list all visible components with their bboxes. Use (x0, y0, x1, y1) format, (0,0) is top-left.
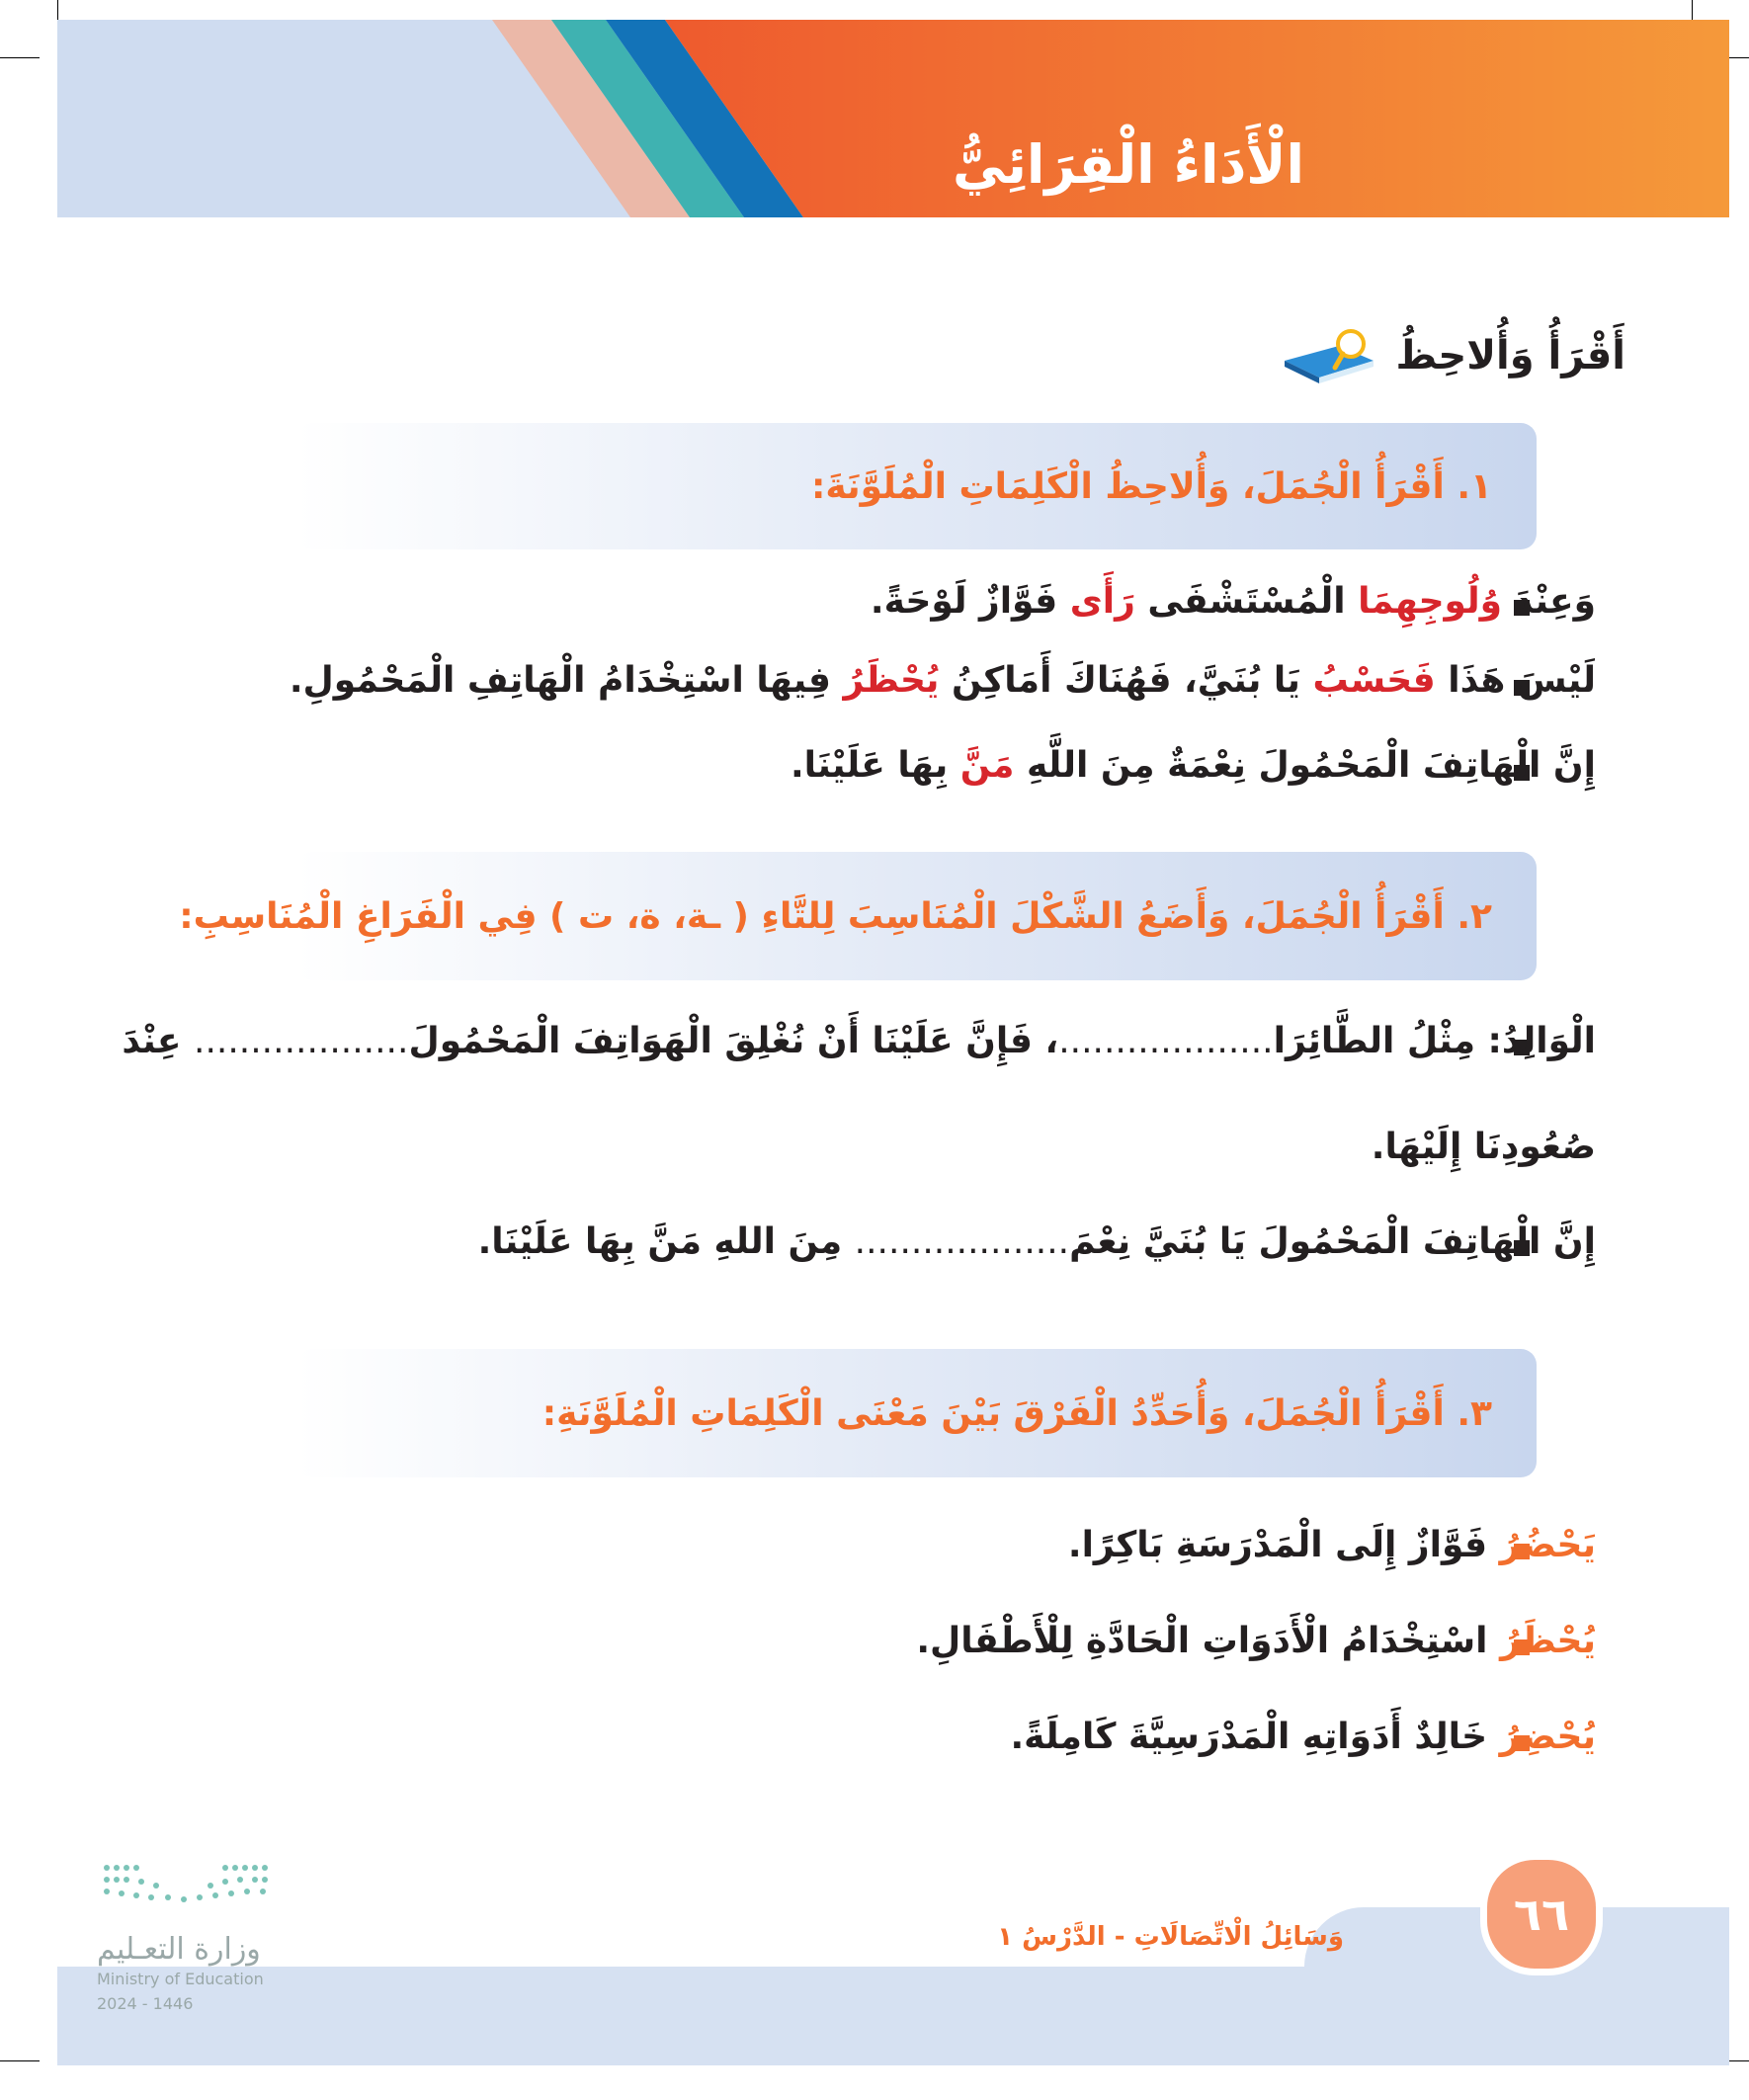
exercise-1-banner (296, 423, 1537, 549)
exercise-3-banner (296, 1349, 1537, 1477)
exercise-2-sentence-1 (122, 1021, 1596, 1061)
sentence-text: مِنَ اللهِ مَنَّ بِهَا عَلَيْنَا. (477, 1221, 855, 1262)
section-heading (1280, 326, 1625, 385)
sentence-text: بِهَا عَلَيْنَا. (791, 745, 960, 786)
sentence-text: ، فَإِنَّ عَلَيْنَا أَنْ نُغْلِقَ الْهَوَاتِفَ الْمَحْمُولَ (408, 1021, 1059, 1061)
header-banner (57, 20, 1729, 217)
sentence-text: يَا بُنَيَّ، فَهُنَاكَ أَمَاكِنُ (939, 660, 1313, 701)
header-stripes (57, 20, 1729, 217)
page-number: ٦٦ (1480, 1853, 1603, 1975)
ministry-year: 2024 - 1446 (97, 1994, 194, 2013)
sentence-text: اسْتِخْدَامُ الْأَدَوَاتِ الْحَادَّةِ لِلْأَطْفَالِ. (916, 1621, 1501, 1661)
exercise-2-sentence-1-line-2: صُعُودِنَا إِلَيْهَا. (1371, 1127, 1596, 1167)
crop-mark (0, 57, 40, 58)
colored-word: مَنَّ (959, 745, 1015, 786)
ministry-logo (97, 1858, 275, 1917)
colored-word: رَأَى (1069, 581, 1135, 622)
sentence-text: فَوَّازٌ لَوْحَةً. (870, 581, 1070, 622)
sentence-text: الْمُسْتَشْفَى (1134, 581, 1359, 622)
colored-word: يَحْضُرُ (1499, 1525, 1596, 1565)
exercise-1-sentence-1 (871, 581, 1596, 622)
exercise-3-instruction: ٣. أَقْرَأُ الْجُمَلَ، وَأُحَدِّدُ الْفَرْقَ بَيْنَ مَعْنَى الْكَلِمَاتِ الْمُلَوَّنَةِ: (541, 1392, 1492, 1434)
sentence-text: إِنَّ الْهَاتِفَ الْمَحْمُولَ يَا بُنَيَّ نِعْمَ (1069, 1221, 1596, 1262)
page-title: الْأَدَاءُ الْقِرَائِيُّ (952, 133, 1304, 196)
sentence-text: الْوَالِدُ: مِثْلُ الطَّائِرَا (1273, 1021, 1596, 1061)
sentence-text: وَعِنْدَ (1502, 581, 1596, 622)
ministry-name-english: Ministry of Education (97, 1970, 264, 1988)
section-title: أَقْرَأُ وَأُلاحِظُ (1395, 333, 1625, 378)
exercise-1-sentence-2 (290, 660, 1596, 701)
exercise-3-sentence-2 (916, 1621, 1596, 1661)
ministry-name-arabic: وزارة التعـليم (97, 1932, 261, 1967)
exercise-1-sentence-3 (791, 745, 1596, 786)
colored-word: يُحْظَرُ (1500, 1621, 1596, 1661)
exercise-2-instruction: ٢. أَقْرَأُ الْجُمَلَ، وَأَضَعُ الشَّكْلَ الْمُنَاسِبَ لِلتَّاءِ ( ـة، ة، ت ) فِي الْفَرَاغِ الْمُنَاسِبِ: (179, 895, 1492, 937)
colored-word: فَحَسْبُ (1312, 660, 1436, 701)
sentence-text: عِنْدَ (122, 1021, 195, 1061)
colored-word: وُلُوجِهِمَا (1358, 581, 1502, 622)
exercise-3-sentence-3 (1010, 1717, 1596, 1757)
exercise-3-sentence-1 (1068, 1525, 1596, 1565)
exercise-2-sentence-2 (478, 1221, 1596, 1262)
blank-field[interactable]: ................... (854, 1221, 1070, 1262)
blank-field[interactable]: ................... (1058, 1021, 1274, 1061)
sentence-text: فِيهَا اسْتِخْدَامُ الْهَاتِفِ الْمَحْمُولِ. (289, 660, 844, 701)
exercise-1-instruction: ١. أَقْرَأُ الْجُمَلَ، وَأُلاحِظُ الْكَلِمَاتِ الْمُلَوَّنَةَ: (810, 465, 1492, 507)
sentence-text: لَيْسَ هَذَا (1435, 660, 1596, 701)
blank-field[interactable]: ................... (194, 1021, 409, 1061)
colored-word: يُحْضِرُ (1499, 1717, 1596, 1757)
sentence-text: إِنَّ الْهَاتِفَ الْمَحْمُولَ نِعْمَةٌ مِنَ اللَّهِ (1014, 745, 1596, 786)
lesson-label: وَسَائِلُ الْاتِّصَالَاتِ - الدَّرْسُ ١ (997, 1922, 1344, 1952)
book-magnifier-icon (1280, 326, 1378, 385)
colored-word: يُحْظَرُ (843, 660, 940, 701)
sentence-text: فَوَّازٌ إِلَى الْمَدْرَسَةِ بَاكِرًا. (1067, 1525, 1500, 1565)
crop-mark (0, 2060, 40, 2061)
exercise-2-banner (179, 852, 1537, 980)
sentence-text: خَالِدٌ أَدَوَاتِهِ الْمَدْرَسِيَّةَ كَامِلَةً. (1010, 1717, 1500, 1757)
